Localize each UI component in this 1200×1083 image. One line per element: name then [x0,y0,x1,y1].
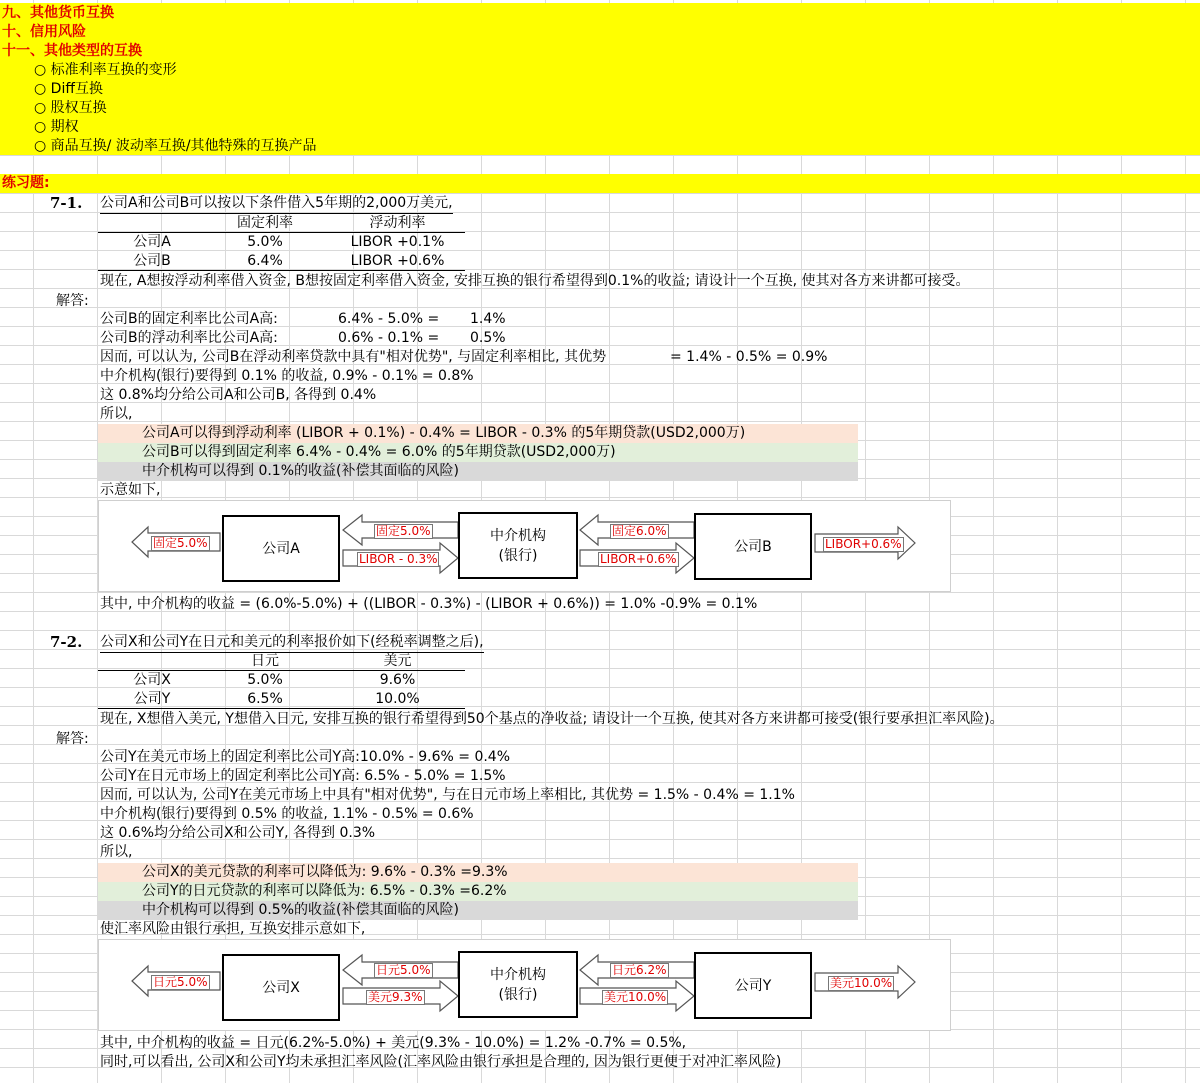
arrow-label: 固定5.0% [153,536,208,550]
table-header: 固定利率 [237,215,293,231]
table-cell: 10.0% [375,691,420,707]
answer-label: 解答: [56,731,89,747]
problem-number: 7-1. [50,194,83,212]
arrow-label: LIBOR+0.6% [825,537,902,551]
table-header: 美元 [383,653,412,669]
answer-line: 所以, [100,844,133,860]
bullet-item: ○ 标准利率互换的变形 [34,62,177,78]
circle-bullet-icon: ○ [34,100,47,116]
arrow-label: 美元10.0% [830,976,893,990]
conclusion: 同时,可以看出, 公司X和公司Y均未承担汇率风险(汇率风险由银行承担是合理的, 因为银行更便于对冲汇率风险) [100,1054,782,1070]
company-b-box: 公司B [694,513,812,580]
answer-line: 所以, [100,406,133,422]
result-line-b: 公司B可以得到固定利率 6.4% - 0.4% = 6.0% 的5年期贷款(USD2,000万) [142,444,616,460]
answer-line: 公司B的浮动利率比公司A高: [100,330,278,346]
table-cell: 5.0% [247,234,283,250]
answer-line: 因而, 可以认为, 公司B在浮动利率贷款中具有"相对优势", 与固定利率相比, 其优势 [100,349,607,365]
arrow-label: 固定5.0% [376,524,431,538]
heading-11: 十一、其他类型的互换 [2,43,142,59]
intermediary-bank-box: 中介机构 (银行) [458,951,578,1018]
bullet-item: ○ 期权 [34,119,79,135]
table-row-label: 公司X [133,672,171,688]
result-line-bank: 中介机构可以得到 0.5%的收益(补偿其面临的风险) [142,902,459,918]
table-row-label: 公司B [133,253,171,269]
bullet-item: ○ 商品互换/ 波动率互换/其他特殊的互换产品 [34,138,317,154]
table-header: 日元 [251,653,279,669]
circle-bullet-icon: ○ [34,119,47,135]
result-line-a: 公司A可以得到浮动利率 (LIBOR + 0.1%) - 0.4% = LIBOR - 0.3% 的5年期贷款(USD2,000万) [142,425,746,441]
table-header: 浮动利率 [369,215,426,231]
bullet-item: ○ 股权互换 [34,100,107,116]
conclusion: 其中, 中介机构的收益 = (6.0%-5.0%) + ((LIBOR - 0.3%) - (LIBOR + 0.6%)) = 1.0% -0.9% = 0.1% [100,596,758,612]
arrow-label: 日元6.2% [612,963,667,977]
answer-label: 解答: [56,293,89,309]
arrow-label: 日元5.0% [153,975,208,989]
answer-line: 公司B的固定利率比公司A高: [100,311,278,327]
arrow-label: 固定6.0% [612,524,667,538]
problem-intro: 公司A和公司B可以按以下条件借入5年期的2,000万美元, [100,194,453,214]
company-x-box: 公司X [222,954,340,1021]
answer-line: 这 0.8%均分给公司A和公司B, 各得到 0.4% [100,387,377,403]
problem-intro: 公司X和公司Y在日元和美元的利率报价如下(经税率调整之后), [100,633,484,653]
table-row-label: 公司Y [133,691,171,707]
heading-10: 十、信用风险 [2,24,86,40]
company-a-box: 公司A [222,515,340,582]
table-cell: LIBOR +0.1% [350,234,445,250]
result-line-x: 公司X的美元贷款的利率可以降低为: 9.6% - 0.3% =9.3% [142,864,508,880]
diagram-intro: 示意如下, [100,482,161,498]
answer-result: = 1.4% - 0.5% = 0.9% [670,349,828,365]
answer-line: 因而, 可以认为, 公司Y在美元市场上中具有"相对优势", 与在日元市场上率相比, 其优势 = 1.5% - 0.4% = 1.1% [100,787,795,803]
result-line-bank: 中介机构可以得到 0.1%的收益(补偿其面临的风险) [142,463,459,479]
answer-line: 中介机构(银行)要得到 0.1% 的收益, 0.9% - 0.1% = 0.8% [100,368,474,384]
answer-line: 这 0.6%均分给公司X和公司Y, 各得到 0.3% [100,825,376,841]
table-cell: 6.4% [247,253,283,269]
circle-bullet-icon: ○ [34,62,47,78]
table-cell: 9.6% [379,672,416,688]
arrow-label: LIBOR - 0.3% [359,552,438,566]
answer-line: 公司Y在美元市场上的固定利率比公司Y高:10.0% - 9.6% = 0.4% [100,749,511,765]
answer-expr: 0.6% - 0.1% = [338,330,440,346]
conclusion: 其中, 中介机构的收益 = 日元(6.2%-5.0%) + 美元(9.3% - 10.0%) = 1.2% -0.7% = 0.5%, [100,1035,687,1051]
exercises-title: 练习题: [2,175,50,191]
problem-question: 现在, X想借入美元, Y想借入日元, 安排互换的银行希望得到50个基点的净收益; 请设计一个互换, 使其对各方来讲都可接受(银行要承担汇率风险)。 [100,711,1004,727]
table-cell: 5.0% [247,672,283,688]
arrow-label: 美元10.0% [604,990,667,1004]
table-row-label: 公司A [133,234,171,250]
arrow-label: LIBOR+0.6% [600,552,677,566]
company-y-box: 公司Y [694,952,812,1019]
heading-9: 九、其他货币互换 [2,5,114,21]
problem-question: 现在, A想按浮动利率借入资金, B想按固定利率借入资金, 安排互换的银行希望得到0.1%的收益; 请设计一个互换, 使其对各方来讲都可接受。 [100,273,970,289]
answer-line: 公司Y在日元市场上的固定利率比公司Y高: 6.5% - 5.0% = 1.5% [100,768,506,784]
intermediary-bank-box: 中介机构 (银行) [458,512,578,579]
answer-result: 0.5% [470,330,506,346]
answer-expr: 6.4% - 5.0% = [338,311,440,327]
circle-bullet-icon: ○ [34,138,47,154]
problem-number: 7-2. [50,633,83,651]
bullet-item: ○ Diff互换 [34,81,103,97]
circle-bullet-icon: ○ [34,81,47,97]
arrow-label: 日元5.0% [376,963,431,977]
result-line-y: 公司Y的日元贷款的利率可以降低为: 6.5% - 0.3% =6.2% [142,883,507,899]
table-cell: LIBOR +0.6% [350,253,445,269]
diagram-intro: 使汇率风险由银行承担, 互换安排示意如下, [100,921,366,937]
table-cell: 6.5% [247,691,283,707]
answer-line: 中介机构(银行)要得到 0.5% 的收益, 1.1% - 0.5% = 0.6% [100,806,474,822]
arrow-label: 美元9.3% [368,990,423,1004]
answer-result: 1.4% [470,311,506,327]
